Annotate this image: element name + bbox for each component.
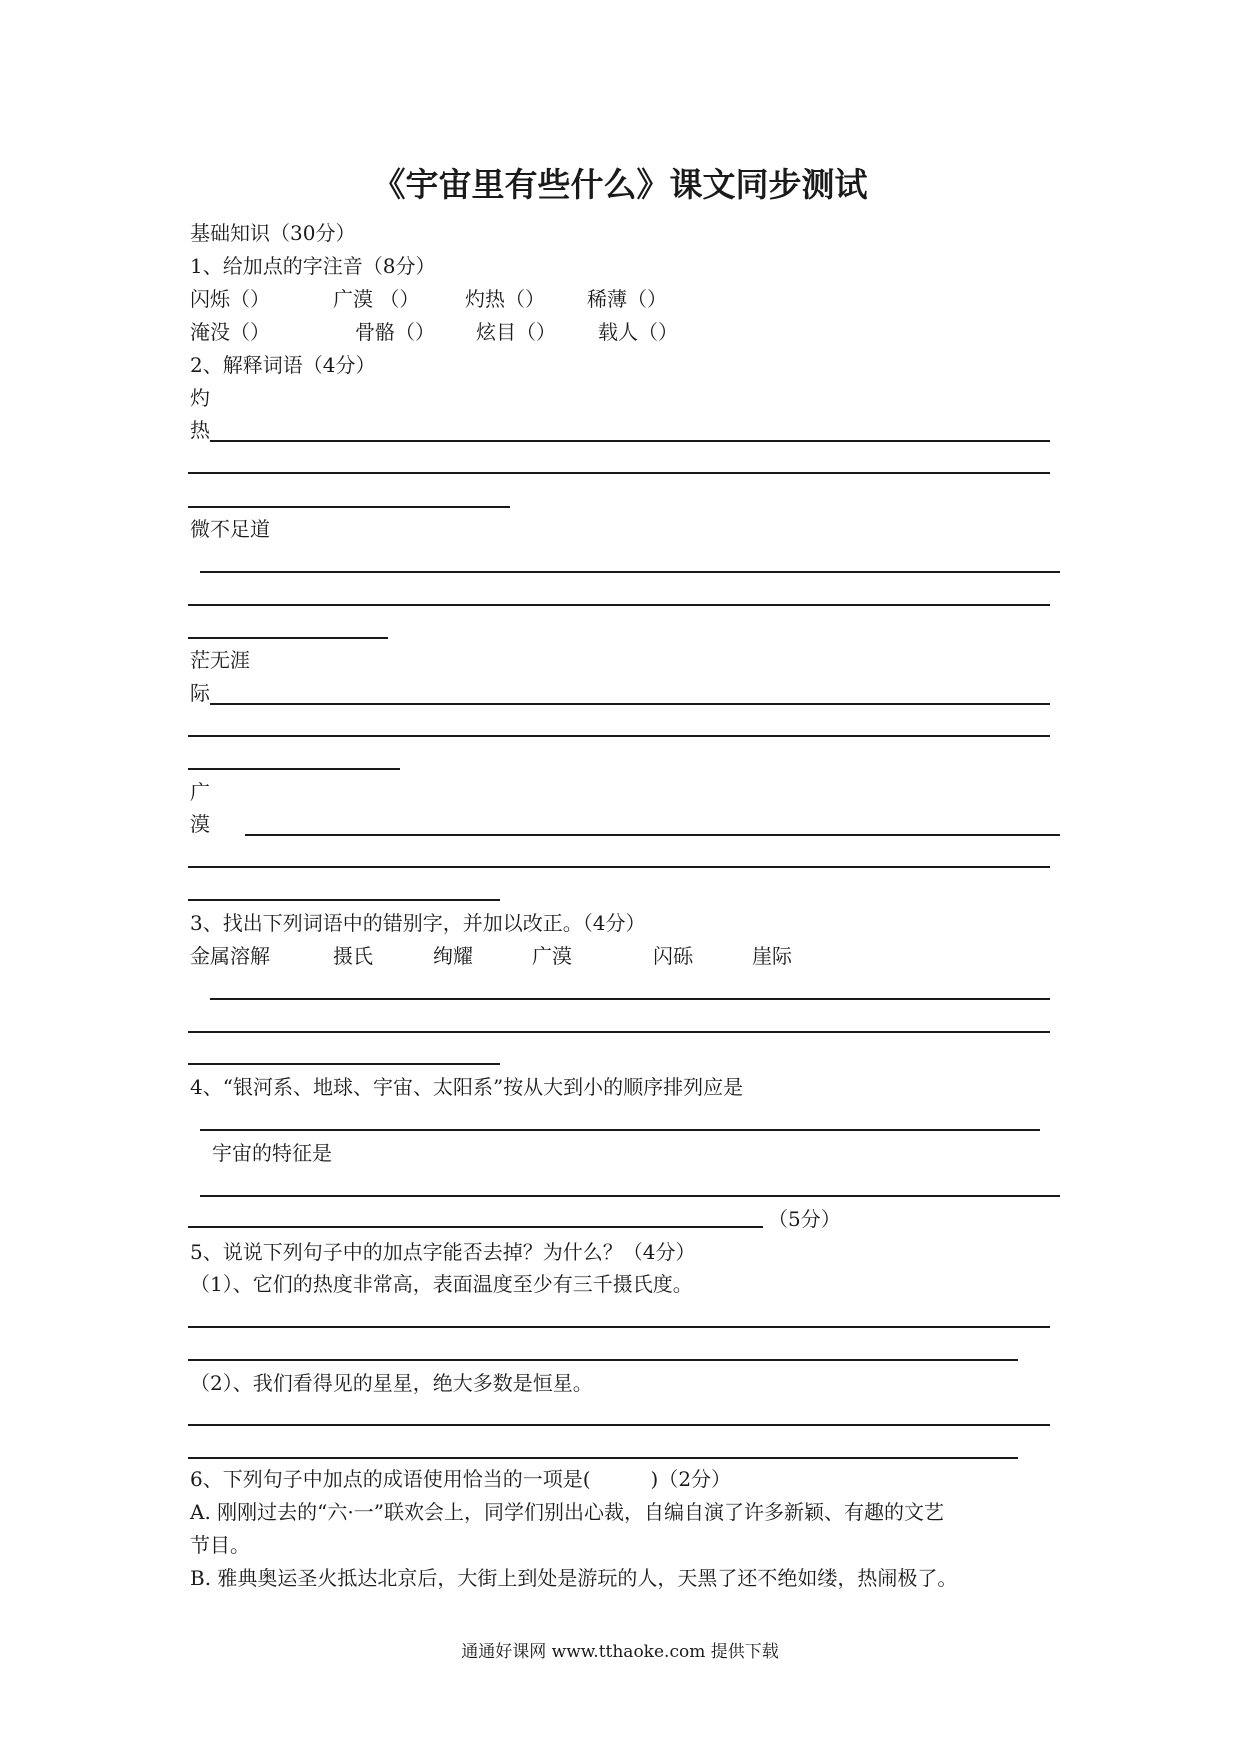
answer-line[interactable]	[188, 472, 1050, 474]
term-label: 茫无涯	[190, 648, 250, 672]
q1-item: 闪烁（）	[190, 287, 270, 311]
q1-item: 广漠 （）	[333, 287, 420, 311]
q1-item: 稀薄（）	[587, 287, 667, 311]
answer-line[interactable]	[200, 1129, 1040, 1131]
q5-heading: 5、说说下列句子中的加点字能否去掉？为什么？（4分）	[190, 1240, 696, 1264]
answer-line[interactable]	[188, 1424, 1050, 1426]
q1-item: 骨骼（）	[355, 320, 435, 344]
q3-word: 崖际	[752, 944, 792, 968]
answer-line[interactable]	[188, 1226, 763, 1228]
answer-line[interactable]	[210, 440, 1050, 442]
term-label: 漠	[190, 812, 210, 836]
answer-line[interactable]	[188, 1031, 1050, 1033]
term-label: 热	[190, 418, 210, 442]
q4-heading: 4、“银河系、地球、宇宙、太阳系”按从大到小的顺序排列应是	[190, 1075, 744, 1099]
page-footer: 通通好课网 www.tthaoke.com 提供下载	[461, 1642, 779, 1662]
q1-item: 淹没（）	[190, 320, 270, 344]
q3-word: 闪砾	[653, 944, 693, 968]
q6-option-a: A. 刚刚过去的“六·一”联欢会上，同学们别出心裁，自编自演了许多新颖、有趣的文艺	[190, 1500, 944, 1524]
term-label: 微不足道	[190, 517, 270, 541]
answer-line[interactable]	[188, 735, 1050, 737]
q3-word: 金属溶解	[190, 944, 270, 968]
answer-line[interactable]	[210, 998, 1050, 1000]
q1-heading: 1、给加点的字注音（8分）	[190, 254, 436, 278]
answer-line[interactable]	[188, 1359, 1018, 1361]
q5-sentence: （2）、我们看得见的星星，绝大多数是恒星。	[190, 1371, 593, 1395]
answer-line[interactable]	[245, 834, 1060, 836]
section-heading: 基础知识（30分）	[190, 221, 356, 245]
term-label: 际	[190, 681, 210, 705]
answer-line[interactable]	[188, 866, 1050, 868]
q6-heading: 6、下列句子中加点的成语使用恰当的一项是( )（2分）	[190, 1467, 732, 1491]
q3-word: 绚耀	[433, 944, 473, 968]
term-label: 广	[190, 780, 210, 804]
q6-option-a-cont: 节目。	[190, 1533, 250, 1557]
page-title: 《宇宙里有些什么》课文同步测试	[372, 165, 868, 204]
answer-line[interactable]	[210, 703, 1050, 705]
answer-line[interactable]	[200, 1195, 1060, 1197]
q2-heading: 2、解释词语（4分）	[190, 353, 376, 377]
q1-item: 灼热（）	[465, 287, 545, 311]
answer-line[interactable]	[188, 506, 510, 508]
q5-sentence: （1）、它们的热度非常高，表面温度至少有三千摄氏度。	[190, 1272, 693, 1296]
term-label: 灼	[190, 386, 210, 410]
q3-word: 摄氏	[333, 944, 373, 968]
q3-heading: 3、找出下列词语中的错别字，并加以改正。（4分）	[190, 911, 646, 935]
q4-subquestion: 宇宙的特征是	[212, 1141, 332, 1165]
answer-line[interactable]	[188, 1457, 1018, 1459]
q1-item: 炫目（）	[476, 320, 556, 344]
answer-line[interactable]	[200, 571, 1060, 573]
answer-line[interactable]	[188, 899, 500, 901]
answer-line[interactable]	[188, 637, 388, 639]
answer-line[interactable]	[188, 1326, 1050, 1328]
answer-line[interactable]	[188, 1063, 500, 1065]
q4-score: （5分）	[768, 1207, 841, 1231]
answer-line[interactable]	[188, 768, 400, 770]
answer-line[interactable]	[188, 604, 1050, 606]
q1-item: 载人（）	[598, 320, 678, 344]
q6-option-b: B. 雅典奥运圣火抵达北京后，大街上到处是游玩的人，天黑了还不绝如缕，热闹极了。	[190, 1566, 958, 1590]
q3-word: 广漠	[532, 944, 572, 968]
